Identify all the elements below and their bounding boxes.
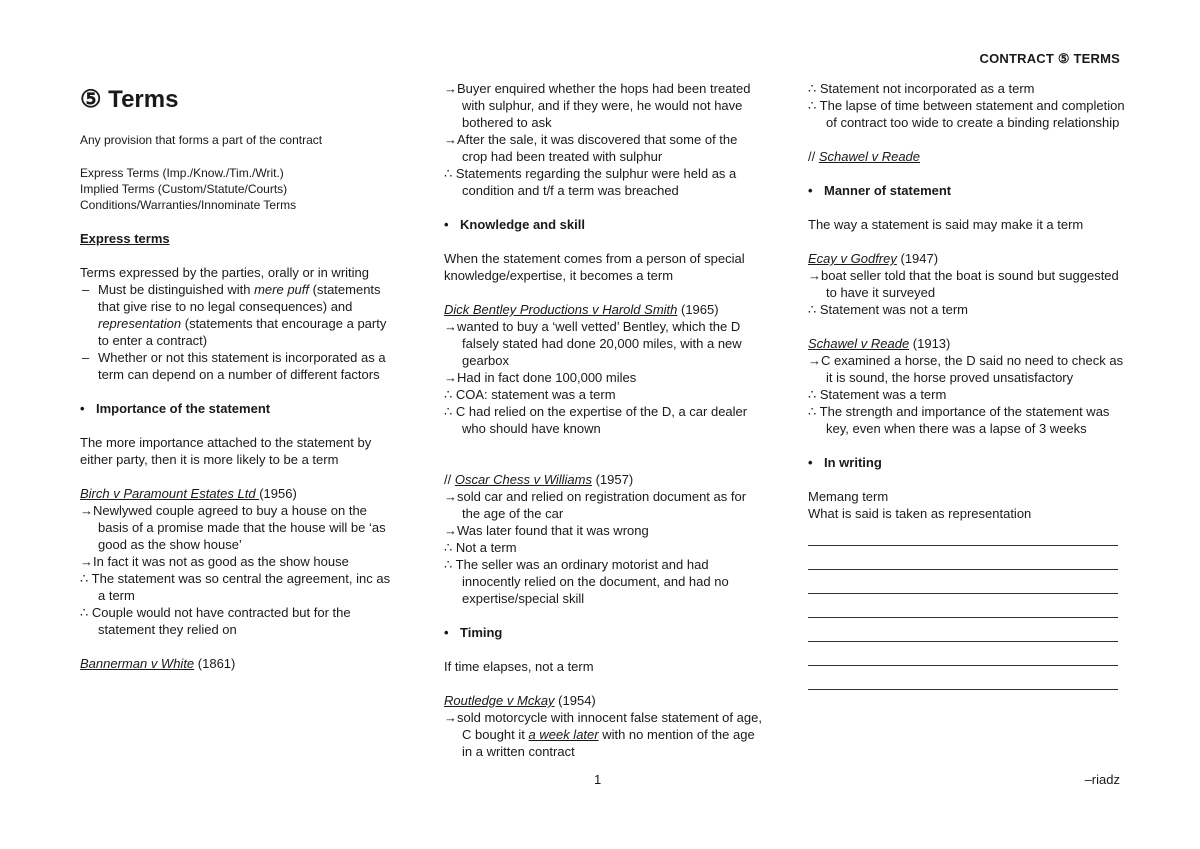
express-definition: Terms expressed by the parties, orally or in writing <box>80 265 370 280</box>
case-note: ∴ Not a term <box>444 540 517 555</box>
blank-lines <box>808 522 1128 690</box>
manner-heading: • Manner of statement <box>808 182 1128 199</box>
blank-line <box>808 666 1128 690</box>
conditions-line: Conditions/Warranties/Innominate Terms <box>80 198 297 212</box>
page-title: ⑤ Terms <box>80 86 179 113</box>
case-note: ∴ COA: statement was a term <box>444 387 616 402</box>
case-note: ∴ C had relied on the expertise of the D, a car dealer who should have known <box>444 404 748 436</box>
definition: Any provision that forms a part of the contract <box>80 133 323 147</box>
case-note: ∴ Statement was a term <box>808 387 947 402</box>
blank-line <box>808 522 1128 546</box>
case-note: ∴ The statement was so central the agreement, inc as a term <box>80 571 391 603</box>
column-3 <box>808 80 1128 690</box>
case-schawel: Schawel v Reade (1913) <box>808 336 951 351</box>
case-note: →Buyer enquired whether the hops had been treated with sulphur, and if they were, he would not have bothered to ask <box>444 81 751 130</box>
column-2 <box>444 80 764 760</box>
case-note: →In fact it was not as good as the show house <box>80 554 349 569</box>
knowledge-text: When the statement comes from a person of special knowledge/expertise, it becomes a term <box>444 251 745 283</box>
express-terms-line: Express Terms (Imp./Know./Tim./Writ.) <box>80 166 284 180</box>
case-dick-bentley: Dick Bentley Productions v Harold Smith (1965) <box>444 302 719 317</box>
case-note: ∴ Statements regarding the sulphur were held as a condition and t/f a term was breached <box>444 166 737 198</box>
writing-text: What is said is taken as representation <box>808 506 1032 521</box>
column-1 <box>80 80 400 672</box>
case-routledge: Routledge v Mckay (1954) <box>444 693 596 708</box>
implied-terms-line: Implied Terms (Custom/Statute/Courts) <box>80 182 288 196</box>
case-oscar-chess: // Oscar Chess v Williams (1957) <box>444 472 634 487</box>
knowledge-heading: • Knowledge and skill <box>444 216 764 233</box>
manner-text: The way a statement is said may make it a term <box>808 217 1084 232</box>
case-note: ∴ The lapse of time between statement and completion of contract too wide to create a binding relationship <box>808 98 1125 130</box>
memang-term: Memang term <box>808 489 889 504</box>
case-note: →After the sale, it was discovered that some of the crop had been treated with sulphur <box>444 132 738 164</box>
page-number: 1 <box>594 772 602 787</box>
writing-heading: • In writing <box>808 454 1128 471</box>
case-note: →C examined a horse, the D said no need to check as it is sound, the horse proved unsatisfactory <box>808 353 1124 385</box>
dash-item: – Must be distinguished with mere puff (statements that give rise to no legal consequences) and representation (statements that encourage a party to enter a contract) <box>80 281 400 349</box>
case-bannerman: Bannerman v White (1861) <box>80 656 236 671</box>
case-note: ∴ Couple would not have contracted but for the statement they relied on <box>80 605 351 637</box>
case-note: ∴ The seller was an ordinary motorist and had innocently relied on the document, and had no expertise/special skill <box>444 557 729 606</box>
importance-text: The more importance attached to the statement by either party, then it is more likely to be a term <box>80 435 372 467</box>
express-terms-heading: Express terms <box>80 231 170 246</box>
case-note: →Newlywed couple agreed to buy a house on the basis of a promise made that the house will be ‘as good as the show house’ <box>80 503 386 552</box>
case-note: →Had in fact done 100,000 miles <box>444 370 637 385</box>
blank-line <box>808 570 1128 594</box>
page-header: CONTRACT ⑤ TERMS <box>979 51 1120 66</box>
timing-text: If time elapses, not a term <box>444 659 594 674</box>
case-note: →boat seller told that the boat is sound but suggested to have it surveyed <box>808 268 1119 300</box>
blank-line <box>808 642 1128 666</box>
blank-line <box>808 618 1128 642</box>
case-note: →sold car and relied on registration document as for the age of the car <box>444 489 747 521</box>
case-note: →wanted to buy a ‘well vetted’ Bentley, which the D falsely stated had done 20,000 miles, with a new gearbox <box>444 319 742 368</box>
blank-line <box>808 594 1128 618</box>
importance-heading: • Importance of the statement <box>80 400 400 417</box>
author-signature: –riadz <box>1084 772 1120 787</box>
timing-heading: • Timing <box>444 624 764 641</box>
case-ecay: Ecay v Godfrey (1947) <box>808 251 939 266</box>
dash-item: – Whether or not this statement is incorporated as a term can depend on a number of different factors <box>80 349 400 383</box>
case-note: ∴ The strength and importance of the statement was key, even when there was a lapse of 3 weeks <box>808 404 1110 436</box>
case-ref-schawel: // Schawel v Reade <box>808 149 921 164</box>
blank-line <box>808 546 1128 570</box>
case-note: →Was later found that it was wrong <box>444 523 649 538</box>
case-note: ∴ Statement was not a term <box>808 302 969 317</box>
case-note: →sold motorcycle with innocent false statement of age, C bought it a week later with no mention of the age in a written contract <box>444 710 762 759</box>
case-birch: Birch v Paramount Estates Ltd (1956) <box>80 486 297 501</box>
case-note: ∴ Statement not incorporated as a term <box>808 81 1035 96</box>
